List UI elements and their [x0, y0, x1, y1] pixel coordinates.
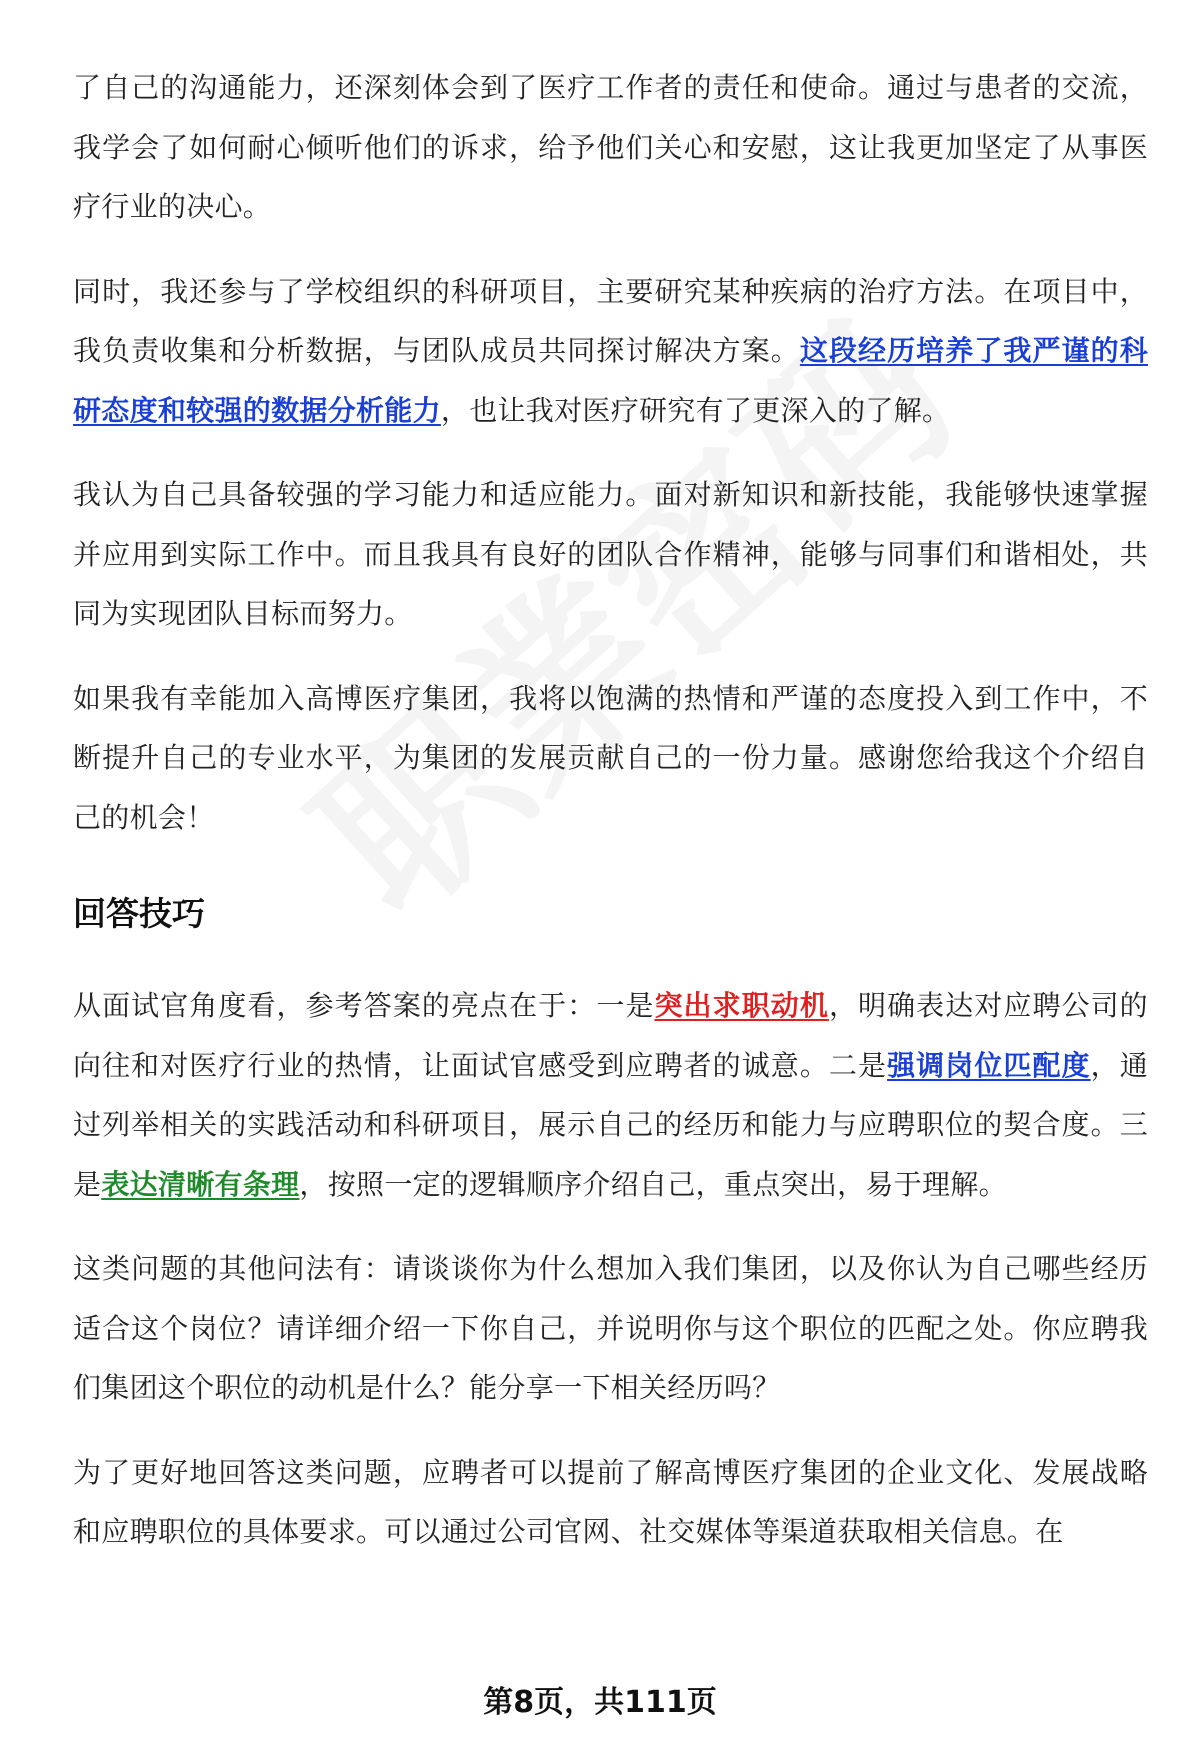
- text-run: 同时，我还参与了学校组织的科研项目，主要研究某种疾病的治疗方法。在项目中，我负责收集和分析数据，与团队成员共同探讨解决方案。: [73, 274, 1148, 367]
- paragraph: [73, 976, 1148, 1214]
- text-run: 为了更好地回答这类问题，应聘者可以提前了解高博医疗集团的企业文化、发展战略和应聘职位的具体要求。可以通过公司官网、社交媒体等渠道获取相关信息。在: [73, 1455, 1148, 1548]
- paragraph: [73, 58, 1148, 237]
- paragraph: [73, 1239, 1148, 1418]
- paragraph: [73, 1443, 1148, 1562]
- highlight-red: 突出求职动机: [654, 989, 829, 1022]
- text-run: ，通过列举相关的实践活动和科研项目，展示自己的经历和能力与应聘职位的契合度。三是: [73, 1048, 1148, 1201]
- text-run: ，也让我对医疗研究有了更深入的了解。: [440, 393, 951, 427]
- highlight-blue: 强调岗位匹配度: [887, 1048, 1091, 1082]
- text-run: 我认为自己具备较强的学习能力和适应能力。面对新知识和新技能，我能够快速掌握并应用到实际工作中。而且我具有良好的团队合作精神，能够与同事们和谐相处，共同为实现团队目标而努力。: [73, 478, 1148, 630]
- text-run: 从面试官角度看，参考答案的亮点在于：一是: [73, 989, 655, 1022]
- paragraph: [73, 262, 1148, 441]
- section-title: 回答技巧: [73, 894, 205, 933]
- page-number: 第8页，共111页: [483, 1685, 717, 1720]
- paragraph: [73, 669, 1148, 848]
- page-content: [73, 58, 1148, 1587]
- answer-body: [73, 58, 1148, 847]
- tips-body: [73, 976, 1148, 1562]
- text-run: 如果我有幸能加入高博医疗集团，我将以饱满的热情和严谨的态度投入到工作中，不断提升自己的专业水平，为集团的发展贡献自己的一份力量。感谢您给我这个介绍自己的机会！: [73, 681, 1148, 834]
- text-run: ，明确表达对应聘公司的向往和对医疗行业的热情，让面试官感受到应聘者的诚意。二是: [73, 989, 1148, 1082]
- highlight-green: 表达清晰有条理: [101, 1167, 300, 1201]
- highlight-blue: 这段经历培养了我严谨的科研态度和较强的数据分析能力: [73, 334, 1148, 427]
- text-run: ，按照一定的逻辑顺序介绍自己，重点突出，易于理解。: [299, 1167, 1007, 1201]
- text-run: 这类问题的其他问法有：请谈谈你为什么想加入我们集团，以及你认为自己哪些经历适合这个岗位？请详细介绍一下你自己，并说明你与这个职位的匹配之处。你应聘我们集团这个职位的动机是什么？能分享一下相关经历吗？: [73, 1252, 1148, 1404]
- text-run: 了自己的沟通能力，还深刻体会到了医疗工作者的责任和使命。通过与患者的交流，我学会了如何耐心倾听他们的诉求，给予他们关心和安慰，这让我更加坚定了从事医疗行业的决心。: [73, 71, 1148, 223]
- paragraph: [73, 465, 1148, 644]
